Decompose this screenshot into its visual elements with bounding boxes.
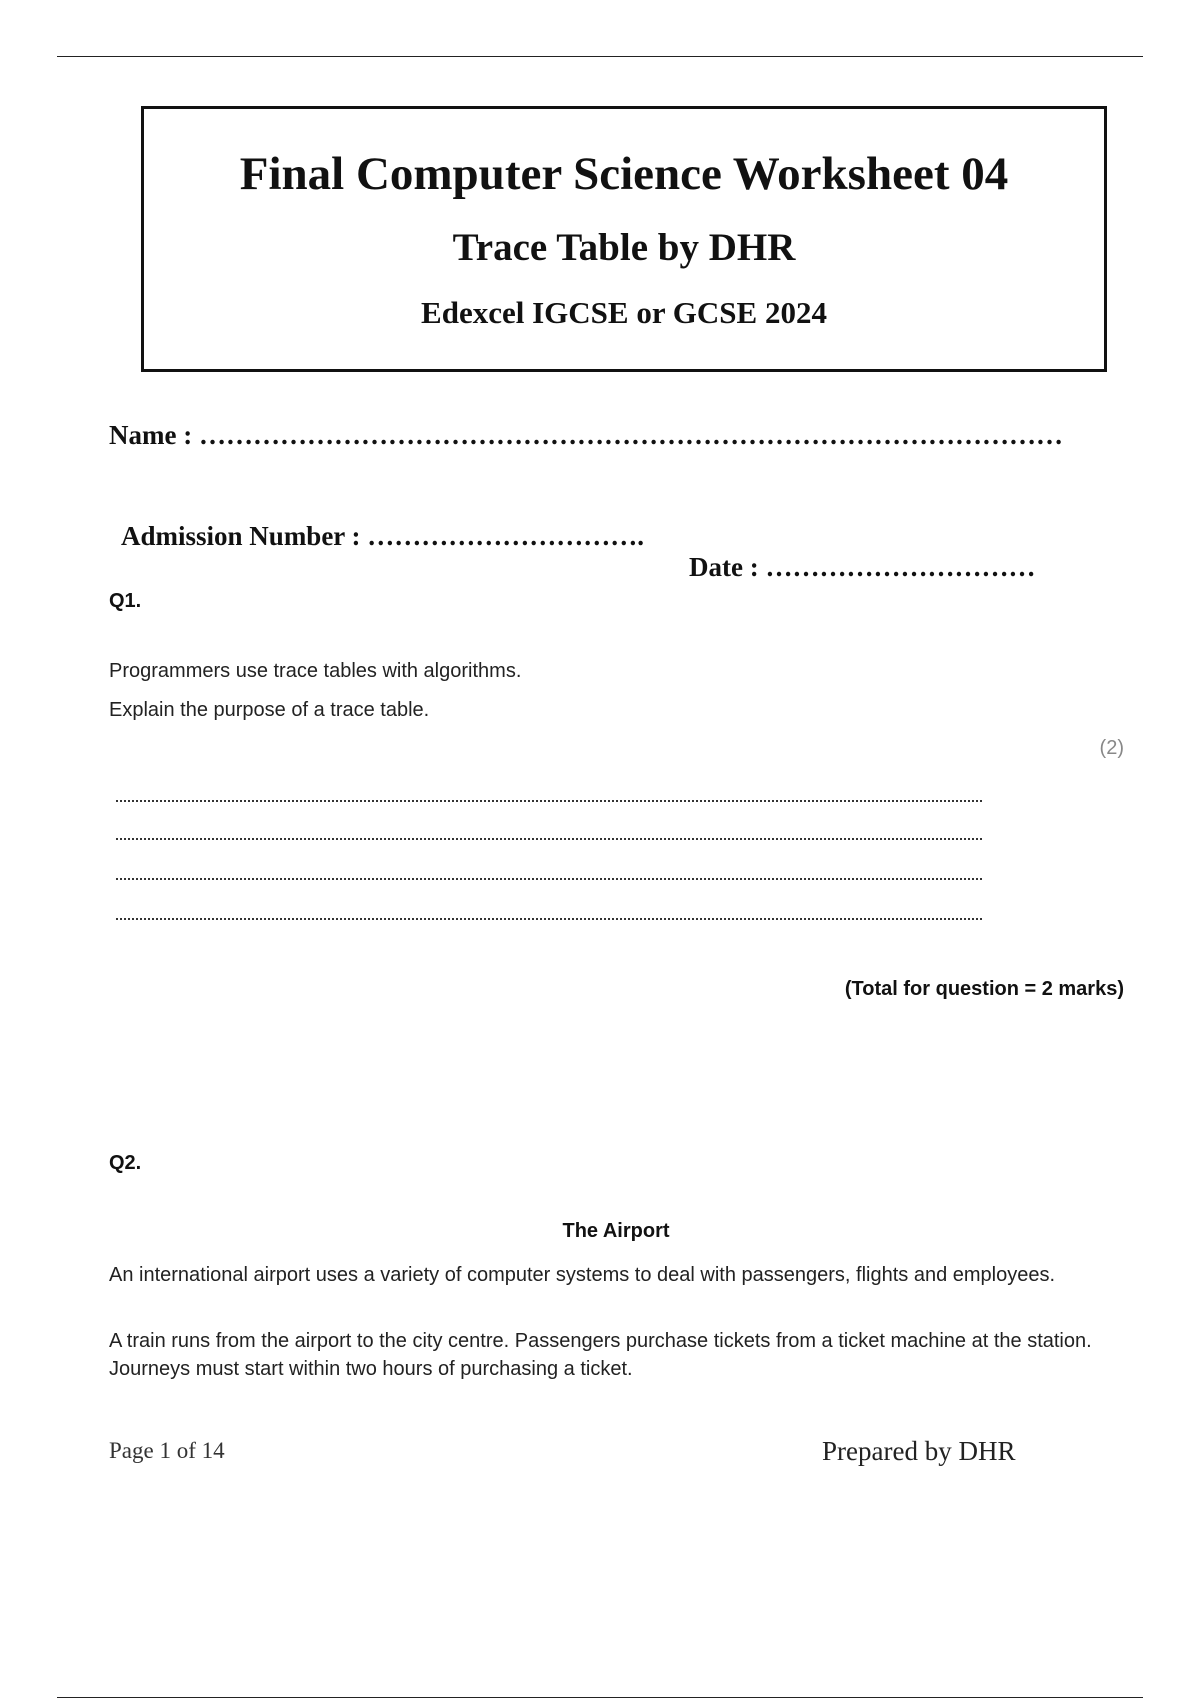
top-rule (57, 56, 1143, 57)
question-1-total: (Total for question = 2 marks) (844, 978, 1124, 1000)
question-2-paragraph-2: A train runs from the airport to the city centre. Passengers purchase tickets from a ticket machine at the station. Journeys must start within two hours of purchasing a ticket. (109, 1330, 1092, 1380)
course-name: Edexcel IGCSE or GCSE 2024 (421, 295, 827, 330)
question-2-label: Q2. (109, 1152, 142, 1174)
date-field: Date : ………………………… (689, 552, 1036, 582)
question-2-paragraph-1: An international airport uses a variety of computer systems to deal with passengers, flights and employees. (109, 1264, 1056, 1286)
question-1-label: Q1. (109, 590, 142, 612)
name-field: Name : …………………………………………………………………………………… (109, 420, 1063, 450)
answer-line (116, 878, 982, 880)
worksheet-title: Final Computer Science Worksheet 04 (239, 148, 1009, 200)
admission-number-field (109, 490, 1036, 583)
title-box (141, 106, 1107, 372)
prepared-by: Prepared by DHR (822, 1436, 1016, 1466)
answer-line (116, 918, 982, 920)
bottom-rule (57, 1697, 1143, 1698)
page-number: Page 1 of 14 (109, 1438, 225, 1463)
admission-number-label: Admission Number : …………………………. (121, 521, 645, 551)
worksheet-subtitle: Trace Table by DHR (452, 226, 796, 269)
question-1-marks: (2) (1099, 737, 1124, 759)
question-1-text-2: Explain the purpose of a trace table. (109, 699, 430, 721)
question-1-text-1: Programmers use trace tables with algorithms. (109, 660, 522, 682)
answer-line (116, 838, 982, 840)
answer-line (116, 800, 982, 802)
section-title: The Airport (562, 1220, 670, 1242)
